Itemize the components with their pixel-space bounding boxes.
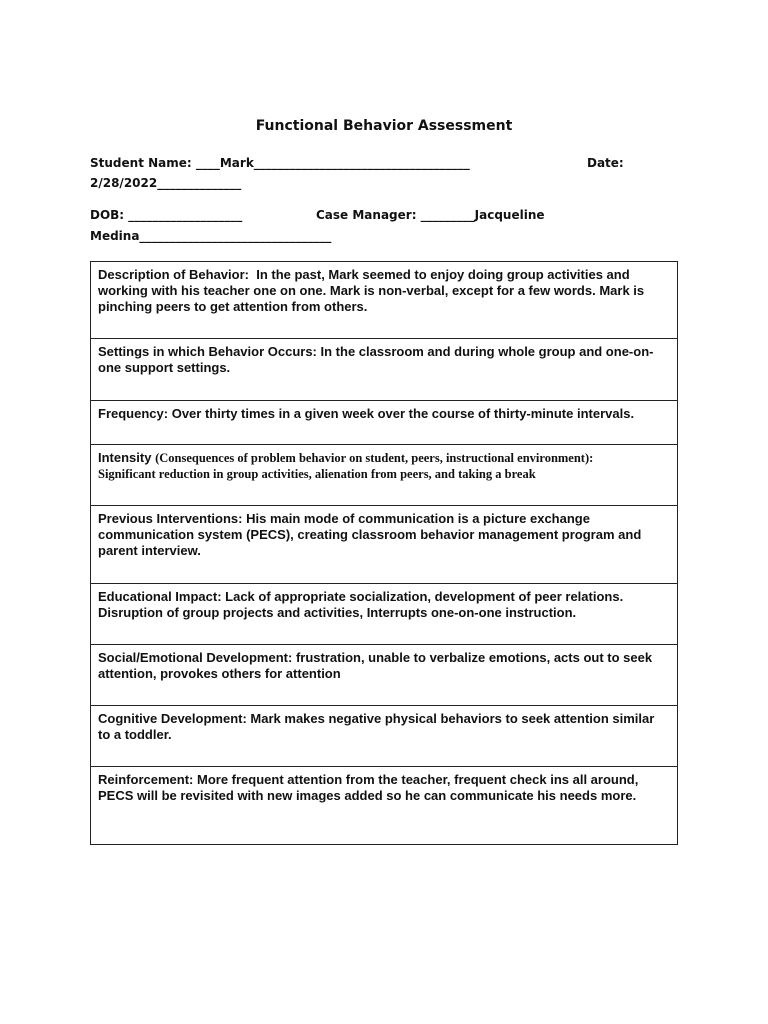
table-row bbox=[91, 262, 678, 339]
section-text: Significant reduction in group activities, alienation from peers, and taking a break bbox=[98, 467, 536, 481]
table-row bbox=[91, 767, 678, 845]
section-text: His main mode of communication is a picture exchange communication system (PECS), creating classroom behavior management program and parent interview. bbox=[98, 511, 642, 558]
student-name-line: Student Name: ____Mark____________________________________ bbox=[90, 156, 470, 170]
section-text: Lack of appropriate socialization, development of peer relations. Disruption of group projects and activities, Interrupts one-on-one instruction. bbox=[98, 589, 624, 620]
table-row bbox=[91, 506, 678, 584]
section-label: Educational Impact: bbox=[98, 589, 222, 604]
section-label: Intensity bbox=[98, 450, 152, 465]
intensity-note: (Consequences of problem behavior on student, peers, instructional environment): bbox=[155, 451, 594, 465]
date-value: 2/28/2022______________ bbox=[90, 176, 242, 190]
case-manager-line: Case Manager: _________Jacqueline bbox=[316, 208, 545, 222]
section-label: Cognitive Development: bbox=[98, 711, 247, 726]
date-label: Date: bbox=[587, 156, 624, 170]
table-row bbox=[91, 584, 678, 645]
section-text: In the classroom and during whole group and one-on-one support settings. bbox=[98, 344, 654, 375]
table-row bbox=[91, 339, 678, 401]
section-text: Over thirty times in a given week over the course of thirty-minute intervals. bbox=[171, 406, 635, 421]
cognitive-development-cell bbox=[91, 706, 678, 767]
table-row bbox=[91, 401, 678, 445]
section-label: Reinforcement: bbox=[98, 772, 194, 787]
settings-cell bbox=[91, 339, 678, 401]
assessment-table bbox=[90, 261, 678, 845]
page-title: Functional Behavior Assessment bbox=[255, 118, 513, 134]
frequency-cell bbox=[91, 401, 678, 445]
social-emotional-cell bbox=[91, 645, 678, 706]
educational-impact-cell bbox=[91, 584, 678, 645]
description-of-behavior-cell bbox=[91, 262, 678, 339]
section-text: frustration, unable to verbalize emotions, acts out to seek attention, provokes others for attention bbox=[98, 650, 653, 681]
section-text: Mark makes negative physical behaviors to seek attention similar to a toddler. bbox=[98, 711, 655, 742]
section-label: Social/Emotional Development: bbox=[98, 650, 293, 665]
section-label: Settings in which Behavior Occurs: bbox=[98, 344, 317, 359]
reinforcement-cell bbox=[91, 767, 678, 845]
intensity-cell bbox=[91, 445, 678, 506]
previous-interventions-cell bbox=[91, 506, 678, 584]
section-label: Frequency: bbox=[98, 406, 169, 421]
section-text: More frequent attention from the teacher, frequent check ins all around, PECS will be revisited with new images added so he can communicate his needs more. bbox=[98, 772, 639, 803]
dob-line: DOB: ___________________ bbox=[90, 208, 243, 222]
table-row bbox=[91, 706, 678, 767]
section-text: In the past, Mark seemed to enjoy doing group activities and working with his teacher one on one. Mark is non-verbal, except for a few words. Mark is pinching peers to get attention from others. bbox=[98, 267, 645, 314]
section-label: Description of Behavior: bbox=[98, 267, 249, 282]
case-manager-continued: Medina________________________________ bbox=[90, 229, 332, 243]
table-row bbox=[91, 645, 678, 706]
section-label: Previous Interventions: bbox=[98, 511, 243, 526]
table-row bbox=[91, 445, 678, 506]
